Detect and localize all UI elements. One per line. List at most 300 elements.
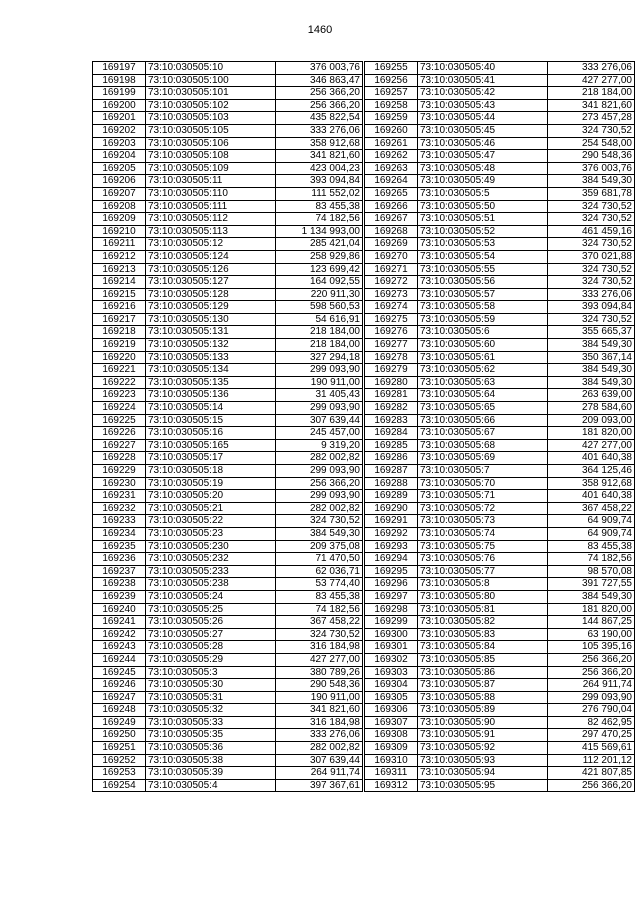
cadastral-number-cell: 73:10:030505:41 <box>418 74 548 87</box>
cadastral-number-cell: 73:10:030505:238 <box>146 578 276 591</box>
row-id-cell: 169273 <box>365 288 418 301</box>
value-cell: 264 911,74 <box>548 679 635 692</box>
table-row <box>93 200 363 213</box>
table-row <box>365 641 635 654</box>
row-id-cell: 169256 <box>365 74 418 87</box>
table-row <box>93 351 363 364</box>
value-cell: 384 549,30 <box>548 590 635 603</box>
value-cell: 316 184,98 <box>276 716 363 729</box>
cadastral-number-cell: 73:10:030505:7 <box>418 465 548 478</box>
cadastral-number-cell: 73:10:030505:55 <box>418 263 548 276</box>
table-row <box>365 124 635 137</box>
row-id-cell: 169269 <box>365 238 418 251</box>
row-id-cell: 169237 <box>93 565 146 578</box>
row-id-cell: 169267 <box>365 213 418 226</box>
cadastral-number-cell: 73:10:030505:3 <box>146 666 276 679</box>
row-id-cell: 169216 <box>93 301 146 314</box>
cadastral-number-cell: 73:10:030505:30 <box>146 679 276 692</box>
row-id-cell: 169213 <box>93 263 146 276</box>
cadastral-number-cell: 73:10:030505:71 <box>418 490 548 503</box>
cadastral-number-cell: 73:10:030505:105 <box>146 124 276 137</box>
table-row <box>93 376 363 389</box>
value-cell: 324 730,52 <box>548 200 635 213</box>
cadastral-number-cell: 73:10:030505:124 <box>146 250 276 263</box>
table-row <box>365 402 635 415</box>
row-id-cell: 169251 <box>93 742 146 755</box>
cadastral-number-cell: 73:10:030505:35 <box>146 729 276 742</box>
value-cell: 307 639,44 <box>276 414 363 427</box>
row-id-cell: 169211 <box>93 238 146 251</box>
row-id-cell: 169219 <box>93 339 146 352</box>
cadastral-number-cell: 73:10:030505:48 <box>418 162 548 175</box>
row-id-cell: 169272 <box>365 276 418 289</box>
value-cell: 333 276,06 <box>276 124 363 137</box>
cadastral-number-cell: 73:10:030505:44 <box>418 112 548 125</box>
value-cell: 299 093,90 <box>276 364 363 377</box>
table-row <box>365 628 635 641</box>
cadastral-number-cell: 73:10:030505:86 <box>418 666 548 679</box>
value-cell: 98 570,08 <box>548 565 635 578</box>
table-row <box>365 276 635 289</box>
cadastral-number-cell: 73:10:030505:38 <box>146 754 276 767</box>
cadastral-number-cell: 73:10:030505:230 <box>146 540 276 553</box>
value-cell: 111 552,02 <box>276 187 363 200</box>
cadastral-number-cell: 73:10:030505:109 <box>146 162 276 175</box>
value-cell: 31 405,43 <box>276 389 363 402</box>
value-cell: 282 002,82 <box>276 502 363 515</box>
table-row <box>365 452 635 465</box>
row-id-cell: 169285 <box>365 439 418 452</box>
table-row <box>93 515 363 528</box>
value-cell: 415 569,61 <box>548 742 635 755</box>
cadastral-number-cell: 73:10:030505:101 <box>146 87 276 100</box>
value-cell: 364 125,46 <box>548 465 635 478</box>
table-row <box>365 553 635 566</box>
value-cell: 82 462,95 <box>548 716 635 729</box>
table-row <box>93 590 363 603</box>
value-cell: 461 459,16 <box>548 225 635 238</box>
value-cell: 290 548,36 <box>276 679 363 692</box>
table-row <box>365 666 635 679</box>
value-cell: 427 277,00 <box>548 74 635 87</box>
value-cell: 397 367,61 <box>276 779 363 792</box>
table-row <box>93 288 363 301</box>
value-cell: 263 639,00 <box>548 389 635 402</box>
left-table-body <box>93 62 363 792</box>
table-row <box>365 729 635 742</box>
value-cell: 346 863,47 <box>276 74 363 87</box>
value-cell: 380 789,26 <box>276 666 363 679</box>
table-row <box>93 137 363 150</box>
cadastral-number-cell: 73:10:030505:42 <box>418 87 548 100</box>
cadastral-number-cell: 73:10:030505:16 <box>146 427 276 440</box>
cadastral-number-cell: 73:10:030505:54 <box>418 250 548 263</box>
value-cell: 256 366,20 <box>548 779 635 792</box>
row-id-cell: 169197 <box>93 62 146 75</box>
table-row <box>93 225 363 238</box>
value-cell: 83 455,38 <box>548 540 635 553</box>
row-id-cell: 169230 <box>93 477 146 490</box>
value-cell: 391 727,55 <box>548 578 635 591</box>
table-row <box>93 427 363 440</box>
cadastral-number-cell: 73:10:030505:82 <box>418 616 548 629</box>
cadastral-number-cell: 73:10:030505:90 <box>418 716 548 729</box>
cadastral-number-cell: 73:10:030505:68 <box>418 439 548 452</box>
row-id-cell: 169234 <box>93 527 146 540</box>
table-row <box>93 364 363 377</box>
row-id-cell: 169264 <box>365 175 418 188</box>
table-row <box>365 87 635 100</box>
table-row <box>365 427 635 440</box>
row-id-cell: 169288 <box>365 477 418 490</box>
table-row <box>365 326 635 339</box>
table-row <box>365 187 635 200</box>
row-id-cell: 169228 <box>93 452 146 465</box>
cadastral-number-cell: 73:10:030505:64 <box>418 389 548 402</box>
cadastral-number-cell: 73:10:030505:11 <box>146 175 276 188</box>
row-id-cell: 169215 <box>93 288 146 301</box>
value-cell: 273 457,28 <box>548 112 635 125</box>
value-cell: 333 276,06 <box>276 729 363 742</box>
table-row <box>93 162 363 175</box>
value-cell: 384 549,30 <box>548 364 635 377</box>
value-cell: 54 616,91 <box>276 313 363 326</box>
cadastral-number-cell: 73:10:030505:63 <box>418 376 548 389</box>
table-row <box>365 150 635 163</box>
table-row <box>93 213 363 226</box>
value-cell: 218 184,00 <box>276 326 363 339</box>
table-row <box>365 137 635 150</box>
cadastral-number-cell: 73:10:030505:32 <box>146 704 276 717</box>
table-row <box>93 313 363 326</box>
cadastral-number-cell: 73:10:030505:15 <box>146 414 276 427</box>
table-row <box>93 326 363 339</box>
table-row <box>365 389 635 402</box>
value-cell: 384 549,30 <box>548 175 635 188</box>
table-row <box>365 704 635 717</box>
cadastral-number-cell: 73:10:030505:80 <box>418 590 548 603</box>
value-cell: 62 036,71 <box>276 565 363 578</box>
row-id-cell: 169255 <box>365 62 418 75</box>
row-id-cell: 169222 <box>93 376 146 389</box>
cadastral-number-cell: 73:10:030505:131 <box>146 326 276 339</box>
table-row <box>365 62 635 75</box>
row-id-cell: 169278 <box>365 351 418 364</box>
cadastral-number-cell: 73:10:030505:31 <box>146 691 276 704</box>
cadastral-number-cell: 73:10:030505:83 <box>418 628 548 641</box>
cadastral-number-cell: 73:10:030505:18 <box>146 465 276 478</box>
right-table <box>364 61 635 792</box>
cadastral-number-cell: 73:10:030505:5 <box>418 187 548 200</box>
table-row <box>93 414 363 427</box>
value-cell: 256 366,20 <box>548 666 635 679</box>
value-cell: 327 294,18 <box>276 351 363 364</box>
table-row <box>365 465 635 478</box>
cadastral-number-cell: 73:10:030505:77 <box>418 565 548 578</box>
value-cell: 74 182,56 <box>548 553 635 566</box>
table-row <box>93 62 363 75</box>
cadastral-number-cell: 73:10:030505:102 <box>146 99 276 112</box>
value-cell: 256 366,20 <box>276 99 363 112</box>
value-cell: 245 457,00 <box>276 427 363 440</box>
value-cell: 190 911,00 <box>276 376 363 389</box>
row-id-cell: 169252 <box>93 754 146 767</box>
row-id-cell: 169242 <box>93 628 146 641</box>
value-cell: 435 822,54 <box>276 112 363 125</box>
row-id-cell: 169223 <box>93 389 146 402</box>
cadastral-number-cell: 73:10:030505:135 <box>146 376 276 389</box>
row-id-cell: 169198 <box>93 74 146 87</box>
row-id-cell: 169268 <box>365 225 418 238</box>
cadastral-number-cell: 73:10:030505:89 <box>418 704 548 717</box>
row-id-cell: 169206 <box>93 175 146 188</box>
table-row <box>365 213 635 226</box>
table-row <box>365 301 635 314</box>
row-id-cell: 169247 <box>93 691 146 704</box>
value-cell: 181 820,00 <box>548 427 635 440</box>
value-cell: 276 790,04 <box>548 704 635 717</box>
value-cell: 209 093,00 <box>548 414 635 427</box>
row-id-cell: 169229 <box>93 465 146 478</box>
row-id-cell: 169300 <box>365 628 418 641</box>
value-cell: 341 821,60 <box>276 704 363 717</box>
row-id-cell: 169203 <box>93 137 146 150</box>
table-row <box>93 578 363 591</box>
value-cell: 401 640,38 <box>548 490 635 503</box>
cadastral-number-cell: 73:10:030505:61 <box>418 351 548 364</box>
table-row <box>365 616 635 629</box>
row-id-cell: 169201 <box>93 112 146 125</box>
row-id-cell: 169212 <box>93 250 146 263</box>
value-cell: 427 277,00 <box>548 439 635 452</box>
cadastral-number-cell: 73:10:030505:17 <box>146 452 276 465</box>
cadastral-number-cell: 73:10:030505:6 <box>418 326 548 339</box>
table-row <box>365 691 635 704</box>
cadastral-number-cell: 73:10:030505:20 <box>146 490 276 503</box>
row-id-cell: 169240 <box>93 603 146 616</box>
table-row <box>365 238 635 251</box>
row-id-cell: 169243 <box>93 641 146 654</box>
row-id-cell: 169312 <box>365 779 418 792</box>
row-id-cell: 169270 <box>365 250 418 263</box>
value-cell: 74 182,56 <box>276 603 363 616</box>
value-cell: 423 004,23 <box>276 162 363 175</box>
value-cell: 282 002,82 <box>276 742 363 755</box>
table-row <box>93 276 363 289</box>
row-id-cell: 169311 <box>365 767 418 780</box>
value-cell: 71 470,50 <box>276 553 363 566</box>
value-cell: 358 912,68 <box>276 137 363 150</box>
cadastral-number-cell: 73:10:030505:108 <box>146 150 276 163</box>
table-row <box>93 754 363 767</box>
row-id-cell: 169224 <box>93 402 146 415</box>
row-id-cell: 169231 <box>93 490 146 503</box>
row-id-cell: 169217 <box>93 313 146 326</box>
value-cell: 123 699,42 <box>276 263 363 276</box>
table-row <box>93 402 363 415</box>
table-row <box>93 628 363 641</box>
cadastral-number-cell: 73:10:030505:85 <box>418 653 548 666</box>
table-row <box>365 502 635 515</box>
table-row <box>93 452 363 465</box>
table-row <box>93 527 363 540</box>
cadastral-number-cell: 73:10:030505:134 <box>146 364 276 377</box>
table-row <box>365 653 635 666</box>
row-id-cell: 169301 <box>365 641 418 654</box>
table-row <box>93 465 363 478</box>
table-row <box>93 704 363 717</box>
cadastral-number-cell: 73:10:030505:29 <box>146 653 276 666</box>
cadastral-number-cell: 73:10:030505:126 <box>146 263 276 276</box>
value-cell: 350 367,14 <box>548 351 635 364</box>
cadastral-number-cell: 73:10:030505:43 <box>418 99 548 112</box>
value-cell: 290 548,36 <box>548 150 635 163</box>
table-row <box>93 263 363 276</box>
value-cell: 393 094,84 <box>276 175 363 188</box>
table-row <box>365 250 635 263</box>
value-cell: 341 821,60 <box>548 99 635 112</box>
row-id-cell: 169261 <box>365 137 418 150</box>
table-row <box>93 175 363 188</box>
table-row <box>93 653 363 666</box>
table-row <box>365 351 635 364</box>
table-row <box>365 112 635 125</box>
table-row <box>365 313 635 326</box>
value-cell: 218 184,00 <box>548 87 635 100</box>
value-cell: 324 730,52 <box>548 263 635 276</box>
value-cell: 64 909,74 <box>548 527 635 540</box>
cadastral-number-cell: 73:10:030505:81 <box>418 603 548 616</box>
value-cell: 83 455,38 <box>276 590 363 603</box>
value-cell: 254 548,00 <box>548 137 635 150</box>
value-cell: 384 549,30 <box>276 527 363 540</box>
cadastral-number-cell: 73:10:030505:60 <box>418 339 548 352</box>
table-row <box>93 540 363 553</box>
cadastral-number-cell: 73:10:030505:66 <box>418 414 548 427</box>
value-cell: 393 094,84 <box>548 301 635 314</box>
value-cell: 190 911,00 <box>276 691 363 704</box>
table-row <box>365 225 635 238</box>
row-id-cell: 169302 <box>365 653 418 666</box>
table-row <box>93 301 363 314</box>
table-row <box>93 150 363 163</box>
row-id-cell: 169296 <box>365 578 418 591</box>
cadastral-number-cell: 73:10:030505:49 <box>418 175 548 188</box>
row-id-cell: 169310 <box>365 754 418 767</box>
value-cell: 324 730,52 <box>548 313 635 326</box>
row-id-cell: 169249 <box>93 716 146 729</box>
row-id-cell: 169221 <box>93 364 146 377</box>
table-row <box>365 767 635 780</box>
row-id-cell: 169225 <box>93 414 146 427</box>
row-id-cell: 169239 <box>93 590 146 603</box>
table-row <box>93 74 363 87</box>
cadastral-number-cell: 73:10:030505:110 <box>146 187 276 200</box>
row-id-cell: 169294 <box>365 553 418 566</box>
table-row <box>93 339 363 352</box>
row-id-cell: 169245 <box>93 666 146 679</box>
cadastral-number-cell: 73:10:030505:58 <box>418 301 548 314</box>
table-row <box>365 565 635 578</box>
cadastral-number-cell: 73:10:030505:50 <box>418 200 548 213</box>
table-row <box>93 477 363 490</box>
table-row <box>93 616 363 629</box>
table-row <box>93 87 363 100</box>
table-row <box>93 729 363 742</box>
table-row <box>365 364 635 377</box>
row-id-cell: 169246 <box>93 679 146 692</box>
row-id-cell: 169241 <box>93 616 146 629</box>
cadastral-number-cell: 73:10:030505:133 <box>146 351 276 364</box>
cadastral-number-cell: 73:10:030505:67 <box>418 427 548 440</box>
table-row <box>93 679 363 692</box>
value-cell: 316 184,98 <box>276 641 363 654</box>
table-row <box>93 691 363 704</box>
value-cell: 256 366,20 <box>548 653 635 666</box>
value-cell: 105 395,16 <box>548 641 635 654</box>
row-id-cell: 169292 <box>365 527 418 540</box>
value-cell: 598 560,53 <box>276 301 363 314</box>
cadastral-number-cell: 73:10:030505:91 <box>418 729 548 742</box>
table-row <box>93 250 363 263</box>
value-cell: 376 003,76 <box>276 62 363 75</box>
right-table-body <box>365 62 635 792</box>
value-cell: 384 549,30 <box>548 376 635 389</box>
table-row <box>93 187 363 200</box>
cadastral-number-cell: 73:10:030505:95 <box>418 779 548 792</box>
cadastral-number-cell: 73:10:030505:46 <box>418 137 548 150</box>
table-row <box>365 74 635 87</box>
value-cell: 1 134 993,00 <box>276 225 363 238</box>
value-cell: 376 003,76 <box>548 162 635 175</box>
value-cell: 333 276,06 <box>548 288 635 301</box>
row-id-cell: 169205 <box>93 162 146 175</box>
cadastral-number-cell: 73:10:030505:23 <box>146 527 276 540</box>
row-id-cell: 169291 <box>365 515 418 528</box>
row-id-cell: 169263 <box>365 162 418 175</box>
cadastral-number-cell: 73:10:030505:232 <box>146 553 276 566</box>
row-id-cell: 169209 <box>93 213 146 226</box>
row-id-cell: 169260 <box>365 124 418 137</box>
row-id-cell: 169248 <box>93 704 146 717</box>
cadastral-number-cell: 73:10:030505:28 <box>146 641 276 654</box>
row-id-cell: 169275 <box>365 313 418 326</box>
value-cell: 324 730,52 <box>548 276 635 289</box>
row-id-cell: 169226 <box>93 427 146 440</box>
table-row <box>93 565 363 578</box>
cadastral-number-cell: 73:10:030505:4 <box>146 779 276 792</box>
cadastral-number-cell: 73:10:030505:72 <box>418 502 548 515</box>
value-cell: 355 665,37 <box>548 326 635 339</box>
cadastral-number-cell: 73:10:030505:62 <box>418 364 548 377</box>
value-cell: 370 021,88 <box>548 250 635 263</box>
page-number: 1460 <box>307 24 333 36</box>
table-row <box>365 263 635 276</box>
value-cell: 53 774,40 <box>276 578 363 591</box>
cadastral-number-cell: 73:10:030505:26 <box>146 616 276 629</box>
row-id-cell: 169304 <box>365 679 418 692</box>
table-row <box>365 742 635 755</box>
row-id-cell: 169266 <box>365 200 418 213</box>
row-id-cell: 169290 <box>365 502 418 515</box>
cadastral-number-cell: 73:10:030505:76 <box>418 553 548 566</box>
table-row <box>365 162 635 175</box>
row-id-cell: 169289 <box>365 490 418 503</box>
row-id-cell: 169208 <box>93 200 146 213</box>
table-row <box>93 124 363 137</box>
table-row <box>93 502 363 515</box>
table-row <box>93 666 363 679</box>
